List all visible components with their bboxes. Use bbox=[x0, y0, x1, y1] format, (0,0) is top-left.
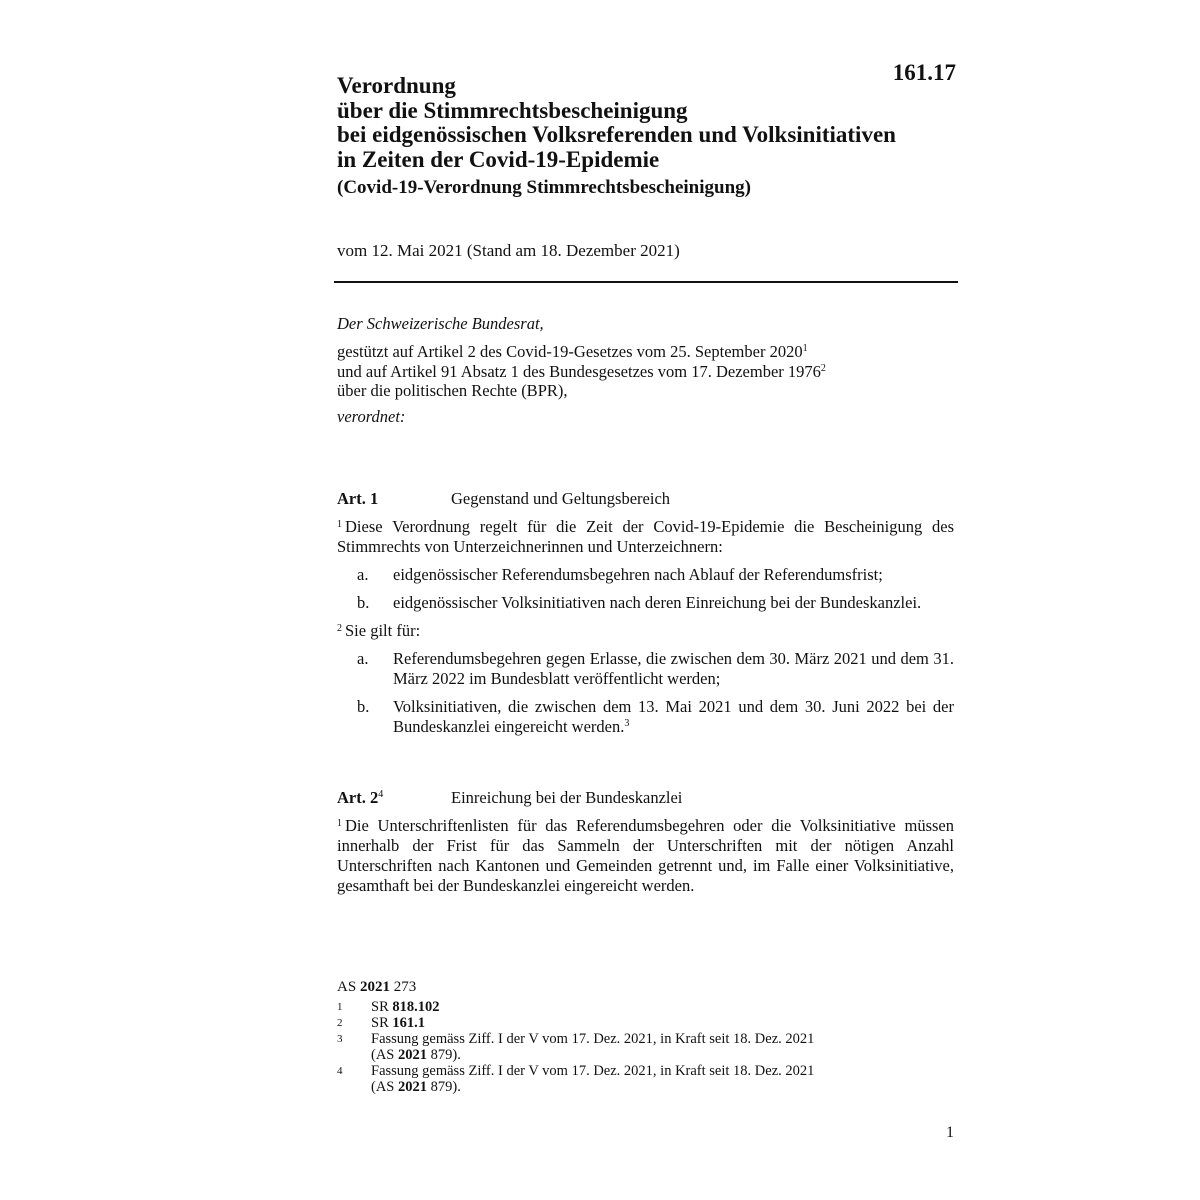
item-label: b. bbox=[357, 593, 370, 612]
title-line: Verordnung bbox=[337, 73, 456, 98]
paragraph-number: 1 bbox=[337, 818, 342, 829]
footnote bbox=[337, 1063, 877, 1095]
item-text: eidgenössischer Volksinitiativen nach deren Einreichung bei der Bundeskanzlei. bbox=[393, 593, 922, 612]
footnotes bbox=[337, 978, 877, 1095]
sr-number: 161.17 bbox=[892, 60, 956, 85]
paragraph-number: 2 bbox=[337, 623, 342, 634]
short-title: (Covid-19-Verordnung Stimmrechtsbescheinigung) bbox=[337, 177, 751, 198]
list-item bbox=[337, 565, 954, 585]
footnote-text bbox=[371, 1015, 877, 1031]
title-line: in Zeiten der Covid-19-Epidemie bbox=[337, 146, 660, 172]
footnote bbox=[337, 1031, 877, 1063]
item-label: a. bbox=[357, 649, 369, 668]
horizontal-rule bbox=[334, 281, 958, 283]
footnote-number: 3 bbox=[337, 1033, 343, 1045]
official-collection-reference bbox=[337, 978, 877, 996]
footnote-ref[interactable]: 1 bbox=[802, 343, 808, 354]
page-number: 1 bbox=[946, 1124, 954, 1141]
article-heading: Einreichung bei der Bundeskanzlei bbox=[451, 788, 683, 807]
footnote-ref[interactable]: 2 bbox=[820, 362, 826, 374]
footnote-year: 2021 bbox=[398, 1079, 427, 1095]
paragraph-number: 1 bbox=[337, 519, 342, 530]
item-text: eidgenössischer Referendumsbegehren nach Ablauf der Referendumsfrist; bbox=[393, 565, 883, 584]
item-text-content: Volksinitiativen, die zwischen dem 13. Mai 2021 und dem 30. Juni 2022 bei der Bundeskanzlei eingereicht werden. bbox=[393, 697, 954, 736]
item-text: Referendumsbegehren gegen Erlasse, die zwischen dem 30. März 2021 und dem 31. März 2022 im Bundesblatt veröffentlicht werden; bbox=[393, 649, 954, 688]
footnote-prefix: SR bbox=[371, 999, 393, 1015]
title-line: über die Stimmrechtsbescheinigung bbox=[337, 97, 688, 123]
footnote-rest: 879). bbox=[427, 1047, 461, 1063]
legal-basis-line bbox=[337, 342, 957, 362]
item-text bbox=[393, 697, 954, 737]
preamble-decrees: verordnet: bbox=[337, 406, 406, 426]
footnote-ref[interactable]: 3 bbox=[624, 718, 630, 729]
item-list bbox=[337, 649, 954, 737]
footnote-prefix: (AS bbox=[371, 1047, 398, 1063]
article-heading-row bbox=[337, 788, 954, 808]
paragraph bbox=[337, 621, 954, 641]
paragraph-text: Sie gilt für: bbox=[345, 621, 421, 640]
preamble bbox=[337, 314, 957, 427]
list-item bbox=[337, 593, 954, 613]
source-prefix: AS bbox=[337, 979, 360, 995]
footnote-text bbox=[371, 1031, 877, 1063]
item-label: a. bbox=[357, 565, 369, 584]
paragraph bbox=[337, 517, 954, 557]
date-line: vom 12. Mai 2021 (Stand am 18. Dezember 2021) bbox=[337, 241, 680, 260]
article-heading: Gegenstand und Geltungsbereich bbox=[451, 489, 671, 508]
article-1 bbox=[337, 489, 954, 737]
footnote-text bbox=[371, 999, 877, 1015]
preamble-issuer: Der Schweizerische Bundesrat, bbox=[337, 314, 544, 333]
article-2 bbox=[337, 788, 954, 896]
article-heading-row bbox=[337, 489, 954, 509]
ordinance-title bbox=[337, 74, 957, 172]
list-item bbox=[337, 697, 954, 737]
source-page: 273 bbox=[389, 979, 417, 995]
legal-basis-text: gestützt auf Artikel 2 des Covid-19-Gesetzes vom 25. September 2020 bbox=[337, 342, 803, 361]
list-item bbox=[337, 649, 954, 689]
item-list bbox=[337, 565, 954, 613]
footnote-line: Fassung gemäss Ziff. I der V vom 17. Dez. 2021, in Kraft seit 18. Dez. 2021 bbox=[371, 1063, 815, 1079]
item-label: b. bbox=[357, 697, 370, 716]
article-number: Art. 1 bbox=[337, 489, 379, 508]
paragraph-text: Diese Verordnung regelt für die Zeit der Covid-19-Epidemie die Bescheinigung des Stimmrechts von Unterzeichnerinnen und Unterzeichnern: bbox=[337, 517, 954, 556]
footnote bbox=[337, 999, 877, 1015]
preamble-legal-basis bbox=[337, 342, 957, 401]
footnote-year: 2021 bbox=[398, 1047, 427, 1063]
footnote-prefix: SR bbox=[371, 1015, 393, 1031]
footnote-rest: 879). bbox=[427, 1079, 461, 1095]
footnote-number: 4 bbox=[337, 1065, 343, 1077]
footnote-number: 2 bbox=[337, 1017, 343, 1029]
article-number bbox=[337, 788, 451, 808]
footnote-number: 1 bbox=[337, 1001, 343, 1013]
footnote-text bbox=[371, 1063, 877, 1095]
legal-basis-line bbox=[337, 362, 957, 382]
legal-basis-line: über die politischen Rechte (BPR), bbox=[337, 381, 568, 400]
paragraph-text: Die Unterschriftenlisten für das Referendumsbegehren oder die Volksinitiative müssen innerhalb der Frist für das Sammeln der Unterschriften mit der nötigen Anzahl Unterschriften nach Kantonen und Gemeinden getrennt und, im Falle einer Volksinitiative, gesamthaft bei der Bundeskanzlei eingereicht werden. bbox=[337, 816, 954, 895]
footnote-sr-number: 161.1 bbox=[392, 1015, 425, 1031]
footnote-ref[interactable]: 4 bbox=[378, 789, 384, 800]
title-line: bei eidgenössischen Volksreferenden und Volksinitiativen bbox=[337, 122, 896, 147]
footnote-line bbox=[371, 1047, 877, 1063]
footnote-prefix: (AS bbox=[371, 1079, 398, 1095]
source-year: 2021 bbox=[359, 979, 390, 995]
article-number-text: Art. 2 bbox=[337, 788, 379, 807]
footnote-sr-number: 818.102 bbox=[392, 999, 440, 1015]
legal-basis-text: und auf Artikel 91 Absatz 1 des Bundesgesetzes vom 17. Dezember 1976 bbox=[337, 361, 821, 381]
footnote-line bbox=[371, 1079, 877, 1095]
footnote bbox=[337, 1015, 877, 1031]
footnote-line: Fassung gemäss Ziff. I der V vom 17. Dez. 2021, in Kraft seit 18. Dez. 2021 bbox=[371, 1031, 815, 1047]
paragraph bbox=[337, 816, 954, 896]
